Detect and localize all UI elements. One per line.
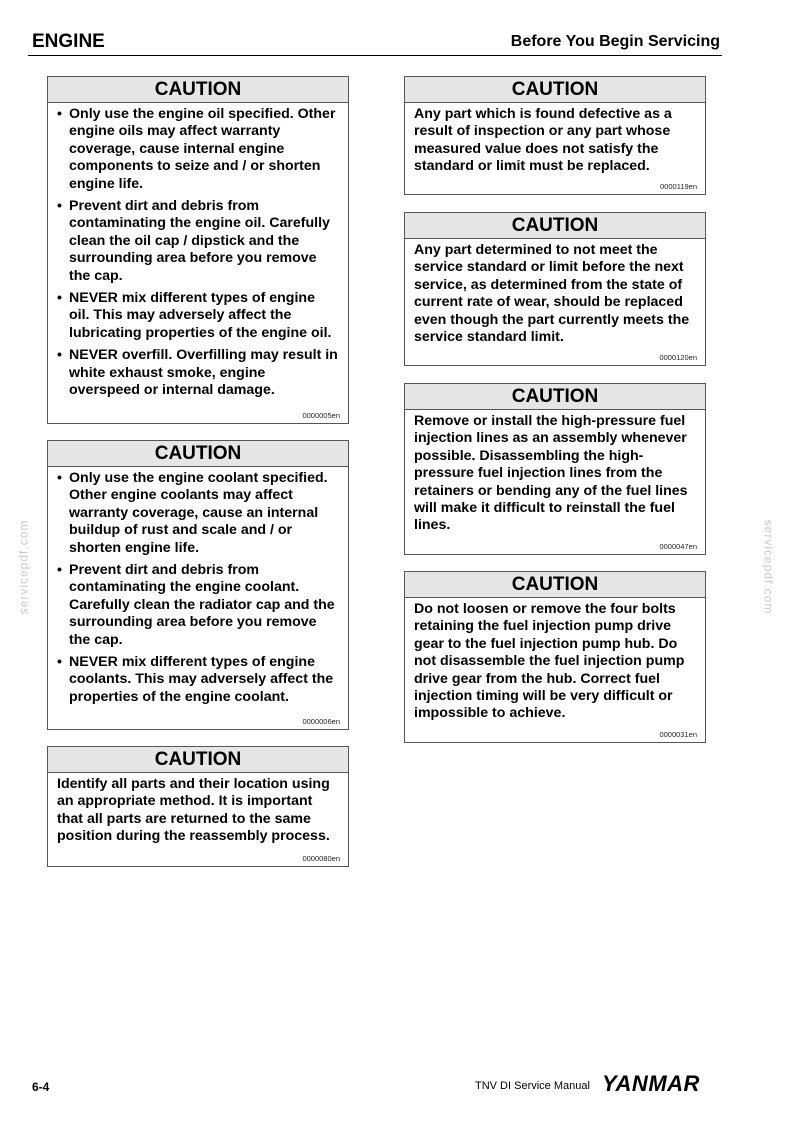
section-title: ENGINE <box>32 31 105 52</box>
caution-defective-parts <box>404 76 706 195</box>
caution-bullet: • Prevent dirt and debris from contaminating the engine coolant. Carefully clean the radiator cap and the surrounding area before you remove the cap. <box>57 562 338 649</box>
caution-engine-oil <box>47 76 349 424</box>
watermark-left: servicepdf.com <box>16 519 31 615</box>
caution-title: CAUTION <box>405 77 705 103</box>
caution-title: CAUTION <box>48 747 348 773</box>
caution-bullet: • Prevent dirt and debris from contaminating the engine oil. Carefully clean the oil cap / dipstick and the surrounding area before you remove the cap. <box>57 198 338 285</box>
manual-title: TNV DI Service Manual <box>475 1080 590 1092</box>
caution-title: CAUTION <box>48 441 348 467</box>
page-number: 6-4 <box>32 1080 50 1094</box>
caution-title: CAUTION <box>405 213 705 239</box>
caution-text: Remove or install the high-pressure fuel injection lines as an assembly whenever possible. Disassembling the high-pressure fuel injection lines from the retainers or bending any of the fuel lines will make it difficult to reinstall the fuel lines. <box>414 413 688 534</box>
caution-fuel-lines <box>404 383 706 555</box>
caution-text: Any part determined to not meet the service standard or limit before the next service, as determined from the state of current rate of wear, should be replaced even though the part currently meets the service standard limit. <box>414 242 690 346</box>
caution-bullet: • Only use the engine oil specified. Other engine oils may affect warranty coverage, cause internal engine components to seize and / or shorten engine life. <box>57 106 338 193</box>
caution-bullet: • NEVER mix different types of engine coolants. This may adversely affect the properties of the engine coolant. <box>57 654 338 706</box>
chapter-title: Before You Begin Servicing <box>510 33 720 50</box>
caution-text: Do not loosen or remove the four bolts retaining the fuel injection pump drive gear to the fuel injection pump hub. Do not disassemble the fuel injection pump drive gear from the hub. Correct fuel injection timing will be very difficult or impossible to achieve. <box>414 601 685 722</box>
caution-identify-parts <box>47 746 349 867</box>
caution-title: CAUTION <box>405 572 705 598</box>
brand-logo: YANMAR <box>602 1071 700 1096</box>
caution-pump-gear <box>404 571 706 743</box>
caution-title: CAUTION <box>405 384 705 410</box>
caution-text: Any part which is found defective as a result of inspection or any part whose measured value does not satisfy the standard or limit must be replaced. <box>414 106 672 175</box>
caution-code: 0000119en <box>660 182 697 191</box>
caution-code: 0000031en <box>659 730 697 739</box>
caution-text: Identify all parts and their location using an appropriate method. It is important that all parts are returned to the same position during the reassembly process. <box>57 776 330 845</box>
caution-engine-coolant <box>47 440 349 730</box>
caution-bullet: • Only use the engine coolant specified. Other engine coolants may affect warranty coverage, cause an internal buildup of rust and scale and / or shorten engine life. <box>57 470 338 557</box>
caution-code: 0000080en <box>302 854 340 863</box>
caution-bullet: • NEVER mix different types of engine oil. This may adversely affect the lubricating properties of the engine oil. <box>57 290 338 342</box>
caution-code: 0000120en <box>659 353 697 362</box>
caution-code: 0000006en <box>302 717 340 726</box>
caution-code: 0000047en <box>659 542 697 551</box>
watermark-right: servicepdf.com <box>761 519 776 615</box>
caution-title: CAUTION <box>48 77 348 103</box>
caution-list <box>57 470 338 706</box>
header-rule <box>28 55 722 56</box>
caution-service-standard <box>404 212 706 366</box>
caution-list <box>57 106 338 400</box>
caution-code: 0000005en <box>302 411 340 420</box>
caution-bullet: • NEVER overfill. Overfilling may result in white exhaust smoke, engine overspeed or internal damage. <box>57 347 338 399</box>
